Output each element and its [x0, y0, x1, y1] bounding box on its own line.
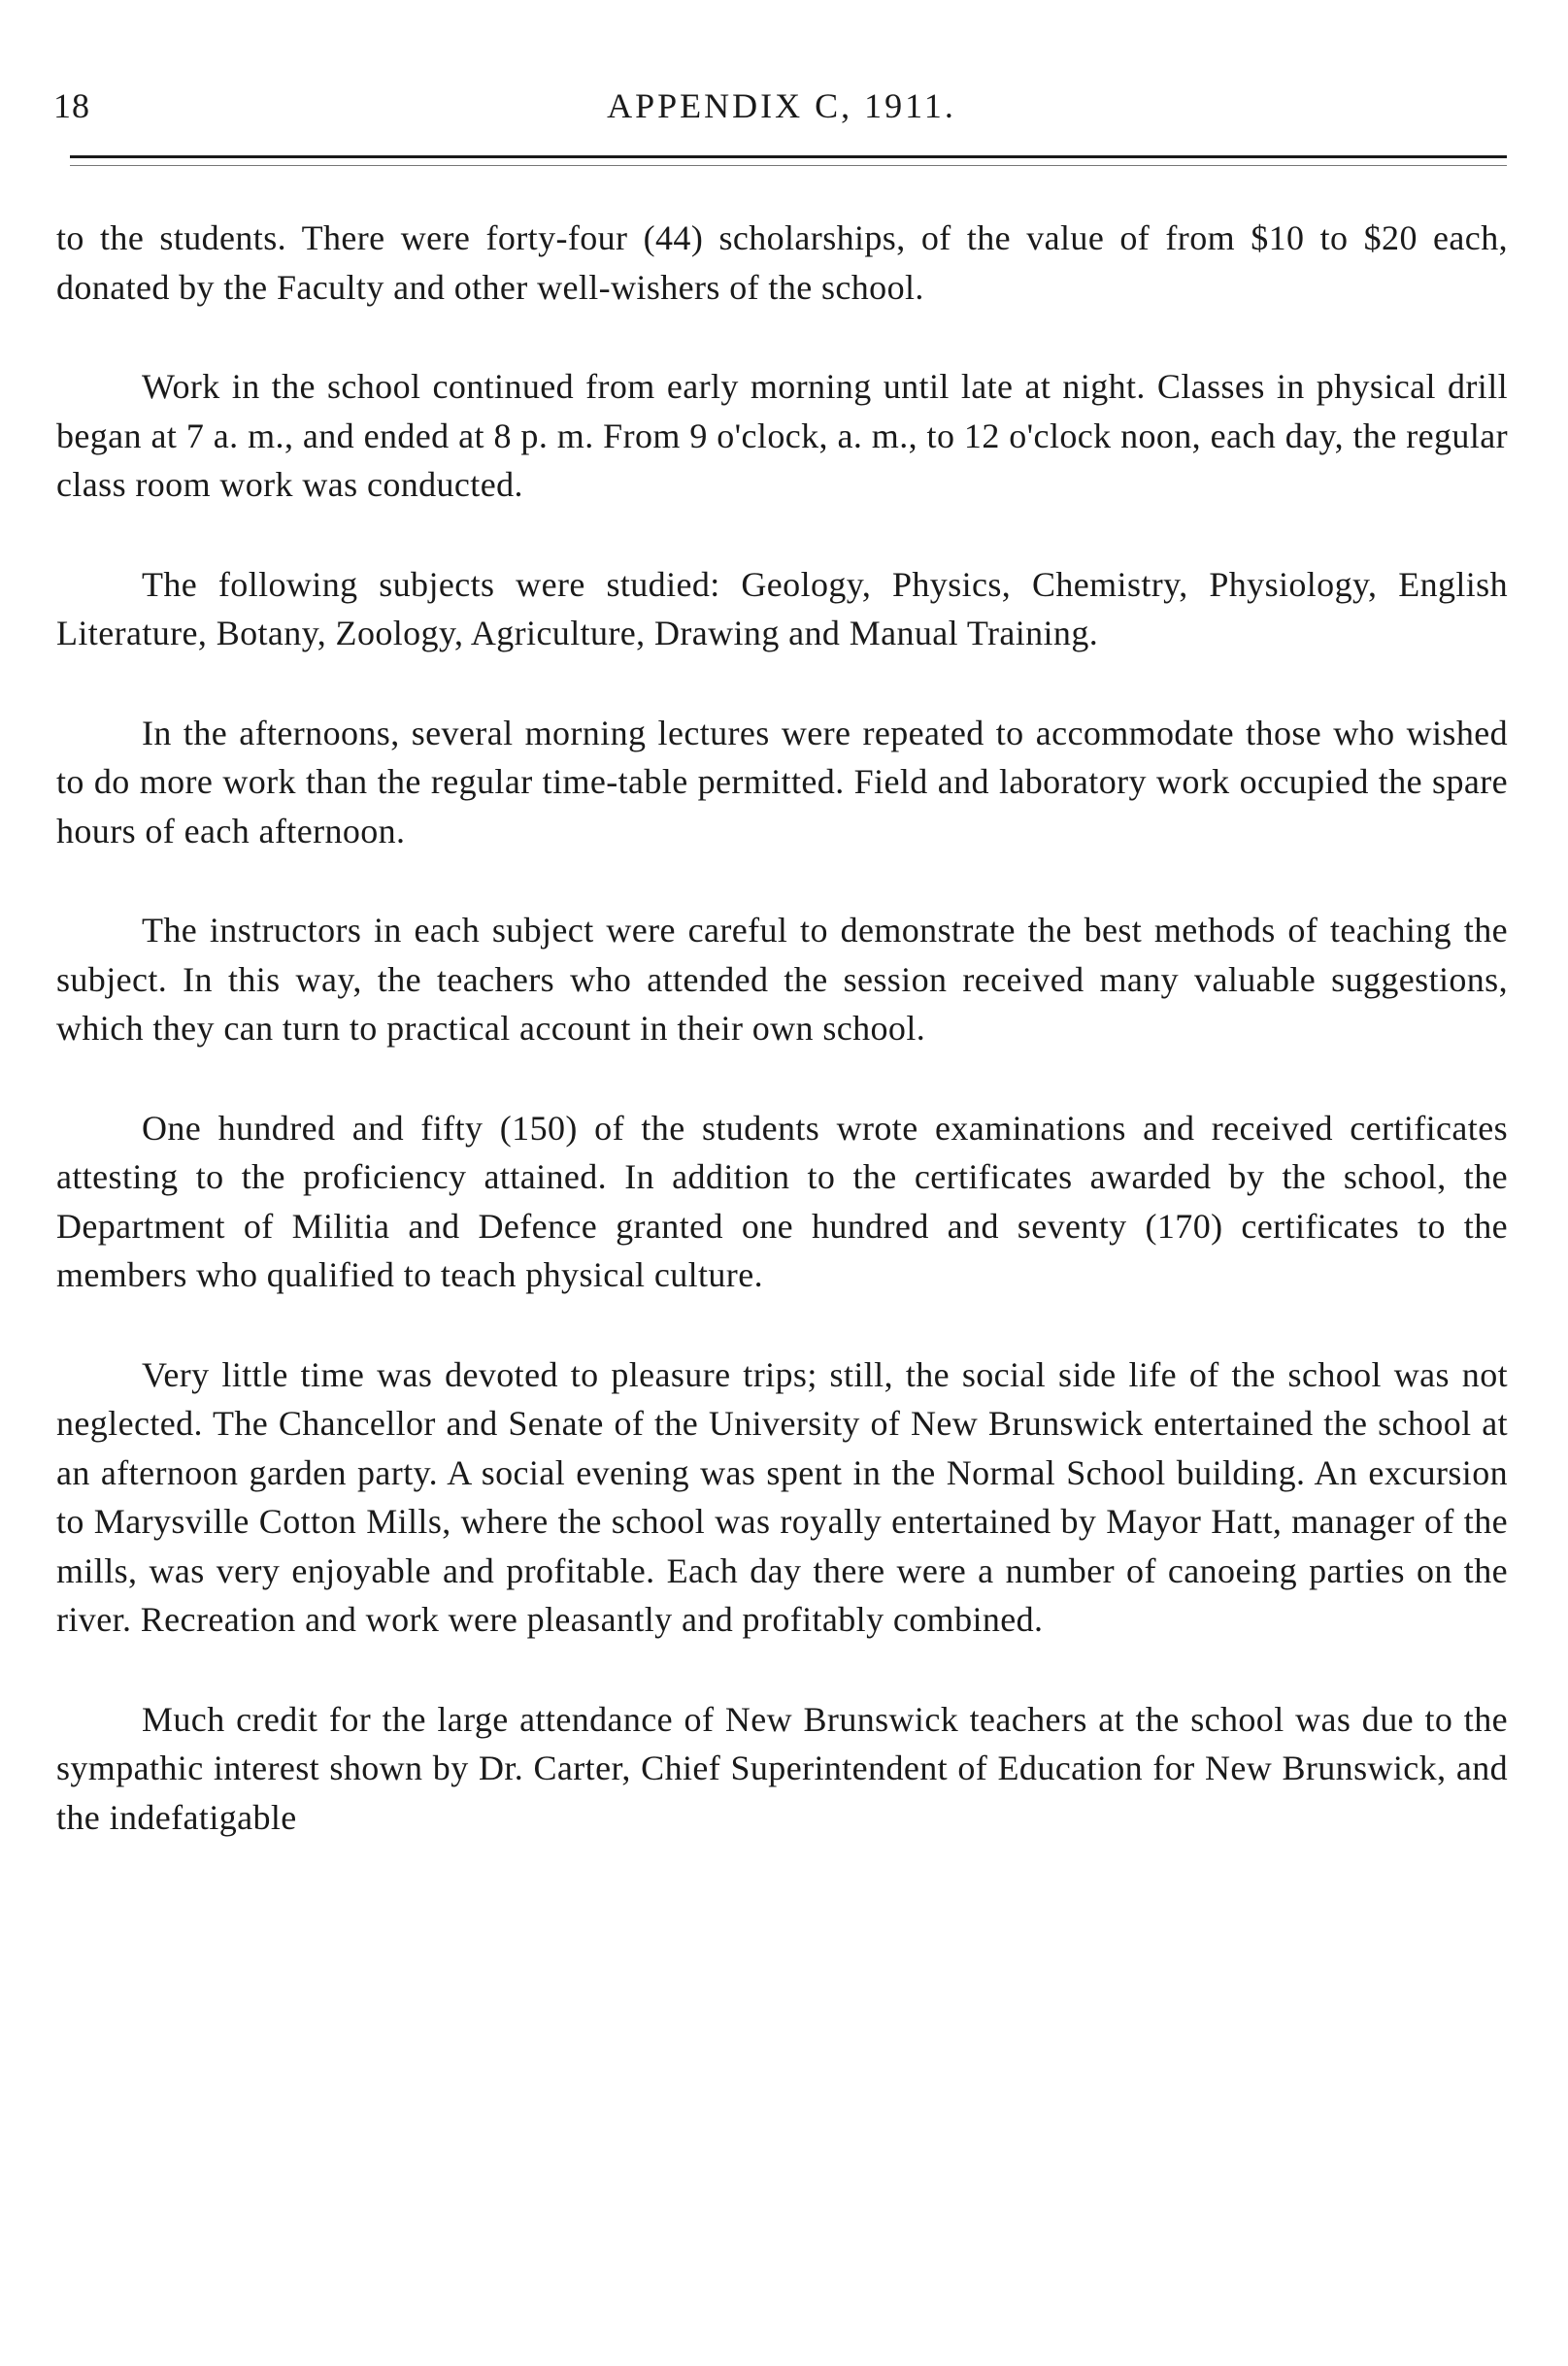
paragraph: Much credit for the large attendance of New Brunswick teachers at the school was due to the sympathic interest shown by Dr. Carter, Chief Superintendent of Education for New Brunswick, and the indefatigable [56, 1699, 1508, 1837]
paragraph: One hundred and fifty (150) of the students wrote examinations and received certificates attesting to the proficiency attained. In addition to the certificates awarded by the school, the Department of Militia and Defence granted one hundred and seventy (170) certificates to the members who qualified to teach physical culture. [56, 1108, 1508, 1294]
paragraph: Very little time was devoted to pleasure trips; still, the social side life of the school was not neglected. The Chancellor and Senate of the University of New Brunswick entertained the school at an afternoon garden party. A social evening was spent in the Normal School building. An excursion to Marysville Cotton Mills, where the school was royally entertained by Mayor Hatt, manager of the mills, was very enjoyable and profitable. Each day there were a number of canoeing parties on the river. Recreation and work were pleasantly and profitably combined. [56, 1354, 1508, 1639]
body-text [56, 214, 1508, 1892]
paragraph-continuation: to the students. There were forty-four (44) scholarships, of the value of from $10 to $20 each, donated by the Faculty and other well-wishers of the school. [56, 218, 1508, 307]
paragraph: The instructors in each subject were careful to demonstrate the best methods of teaching the subject. In this way, the teachers who attended the session received many valuable suggestions, which they can turn to practical account in their own school. [56, 911, 1508, 1048]
paragraph: In the afternoons, several morning lectures were repeated to accommodate those who wished to do more work than the regular time-table permitted. Field and laboratory work occupied the spare hours of each afternoon. [56, 713, 1508, 850]
header-rule [70, 155, 1507, 158]
paragraph: The following subjects were studied: Geology, Physics, Chemistry, Physiology, English Literature, Botany, Zoology, Agriculture, Drawing and Manual Training. [56, 564, 1508, 652]
page-header [53, 85, 1510, 134]
running-title: APPENDIX C, 1911. [607, 86, 956, 125]
header-rule-thin [70, 165, 1507, 166]
paragraph: Work in the school continued from early morning until late at night. Classes in physical drill began at 7 a. m., and ended at 8 p. m. From 9 o'clock, a. m., to 12 o'clock noon, each day, the regular class room work was conducted. [56, 367, 1508, 504]
page-number: 18 [53, 86, 90, 125]
